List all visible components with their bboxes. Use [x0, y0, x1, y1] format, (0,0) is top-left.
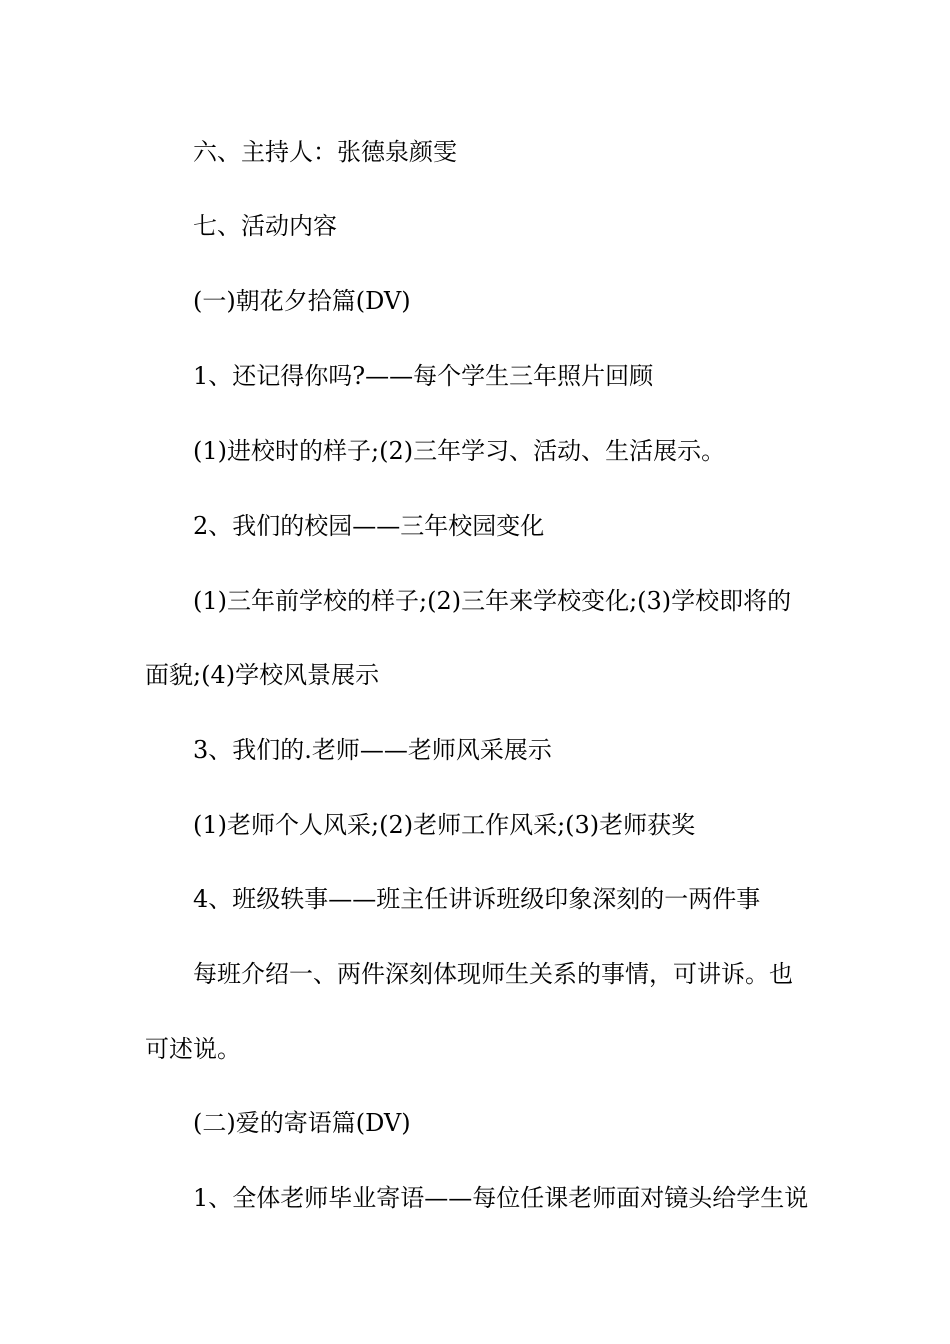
item-2-detail-line2: 面貌;(4)学校风景展示 — [145, 661, 380, 689]
item-4-detail-line2: 可述说。 — [145, 1035, 241, 1063]
item-2-detail-line1: (1)三年前学校的样子;(2)三年来学校变化;(3)学校即将的 — [193, 587, 792, 615]
item-1-heading: 1、还记得你吗?——每个学生三年照片回顾 — [193, 362, 654, 390]
item-1-detail: (1)进校时的样子;(2)三年学习、活动、生活展示。 — [193, 437, 726, 465]
item-4-heading: 4、班级轶事——班主任讲诉班级印象深刻的一两件事 — [193, 885, 761, 913]
part-two-item-1: 1、全体老师毕业寄语——每位任课老师面对镜头给学生说 — [193, 1184, 809, 1212]
part-two-heading: (二)爱的寄语篇(DV) — [193, 1109, 411, 1137]
section-content-heading: 七、活动内容 — [193, 212, 337, 240]
item-4-detail-line1: 每班介绍一、两件深刻体现师生关系的事情，可讲诉。也 — [193, 960, 793, 988]
section-host: 六、主持人：张德泉颜雯 — [193, 138, 457, 166]
item-3-detail: (1)老师个人风采;(2)老师工作风采;(3)老师获奖 — [193, 811, 696, 839]
part-one-heading: (一)朝花夕拾篇(DV) — [193, 287, 411, 315]
item-2-heading: 2、我们的校园——三年校园变化 — [193, 512, 545, 540]
item-3-heading: 3、我们的.老师——老师风采展示 — [193, 736, 552, 764]
